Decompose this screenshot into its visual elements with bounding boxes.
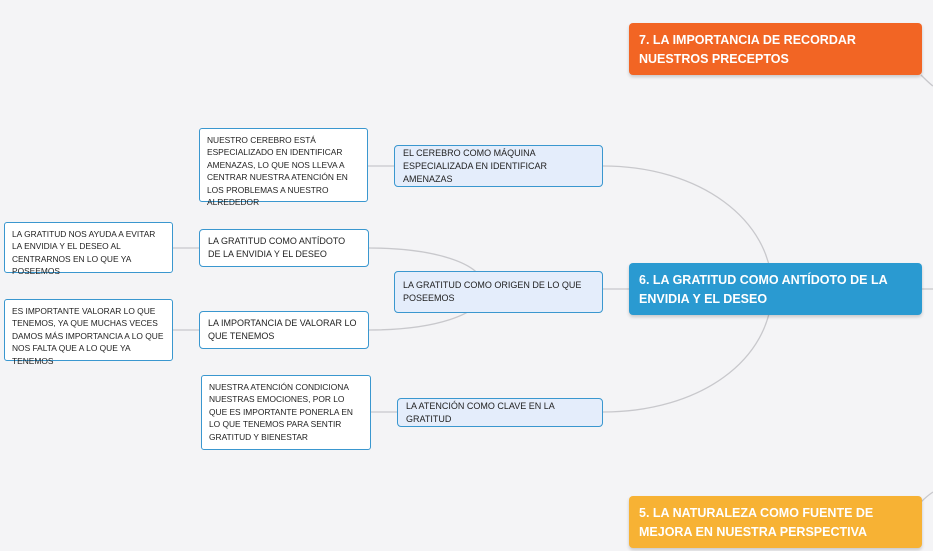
topic-5-label: 5. LA NATURALEZA COMO FUENTE DE MEJORA EN NUESTRA PERSPECTIVA (639, 506, 874, 539)
subtopic-atencion-node[interactable] (397, 398, 603, 427)
detail-valorar-node[interactable] (4, 299, 173, 366)
detail-cerebro-text: NUESTRO CEREBRO ESTÁ ESPECIALIZADO EN IDENTIFICAR AMENAZAS, LO QUE NOS LLEVA A CENTRAR NUESTRA ATENCIÓN EN LOS PROBLEMAS A NUESTRO ALREDEDOR (207, 135, 348, 208)
subtopic-valorar-node[interactable] (199, 311, 369, 349)
topic-6-label: 6. LA GRATITUD COMO ANTÍDOTO DE LA ENVIDIA Y EL DESEO (639, 273, 888, 306)
subtopic-atencion-label: LA ATENCIÓN COMO CLAVE EN LA GRATITUD (406, 400, 555, 424)
subtopic-cerebro-node[interactable] (394, 145, 603, 187)
subtopic-antidoto-node[interactable] (199, 229, 369, 267)
detail-atencion-node[interactable] (201, 375, 371, 450)
detail-atencion-text: NUESTRA ATENCIÓN CONDICIONA NUESTRAS EMOCIONES, POR LO QUE ES IMPORTANTE PONERLA EN LO QUE TENEMOS PARA SENTIR GRATITUD Y BIENESTAR (209, 382, 353, 442)
connector-topic7-to-offscreen (921, 75, 933, 86)
topic-7-label: 7. LA IMPORTANCIA DE RECORDAR NUESTROS PRECEPTOS (639, 33, 856, 66)
connector-topic5-to-offscreen (921, 492, 933, 502)
topic-6-node[interactable] (629, 263, 922, 315)
subtopic-antidoto-label: LA GRATITUD COMO ANTÍDOTO DE LA ENVIDIA Y EL DESEO (208, 236, 346, 259)
detail-antidoto-node[interactable] (4, 222, 173, 277)
detail-antidoto-text: LA GRATITUD NOS AYUDA A EVITAR LA ENVIDIA Y EL DESEO AL CENTRARNOS EN LO QUE YA POSEEMOS (12, 229, 156, 277)
detail-cerebro-node[interactable] (199, 128, 368, 208)
topic-7-node[interactable] (629, 23, 922, 75)
subtopic-origen-node[interactable] (394, 271, 603, 313)
topic-5-node[interactable] (629, 496, 922, 548)
subtopic-cerebro-label: EL CEREBRO COMO MÁQUINA ESPECIALIZADA EN IDENTIFICAR AMENAZAS (403, 147, 548, 184)
subtopic-origen-label: LA GRATITUD COMO ORIGEN DE LO QUE POSEEMOS (403, 280, 582, 303)
subtopic-valorar-label: LA IMPORTANCIA DE VALORAR LO QUE TENEMOS (208, 318, 357, 341)
detail-valorar-text: ES IMPORTANTE VALORAR LO QUE TENEMOS, YA QUE MUCHAS VECES DAMOS MÁS IMPORTANCIA A LO QUE NOS FALTA QUE A LO QUE YA TENEMOS (12, 306, 164, 366)
